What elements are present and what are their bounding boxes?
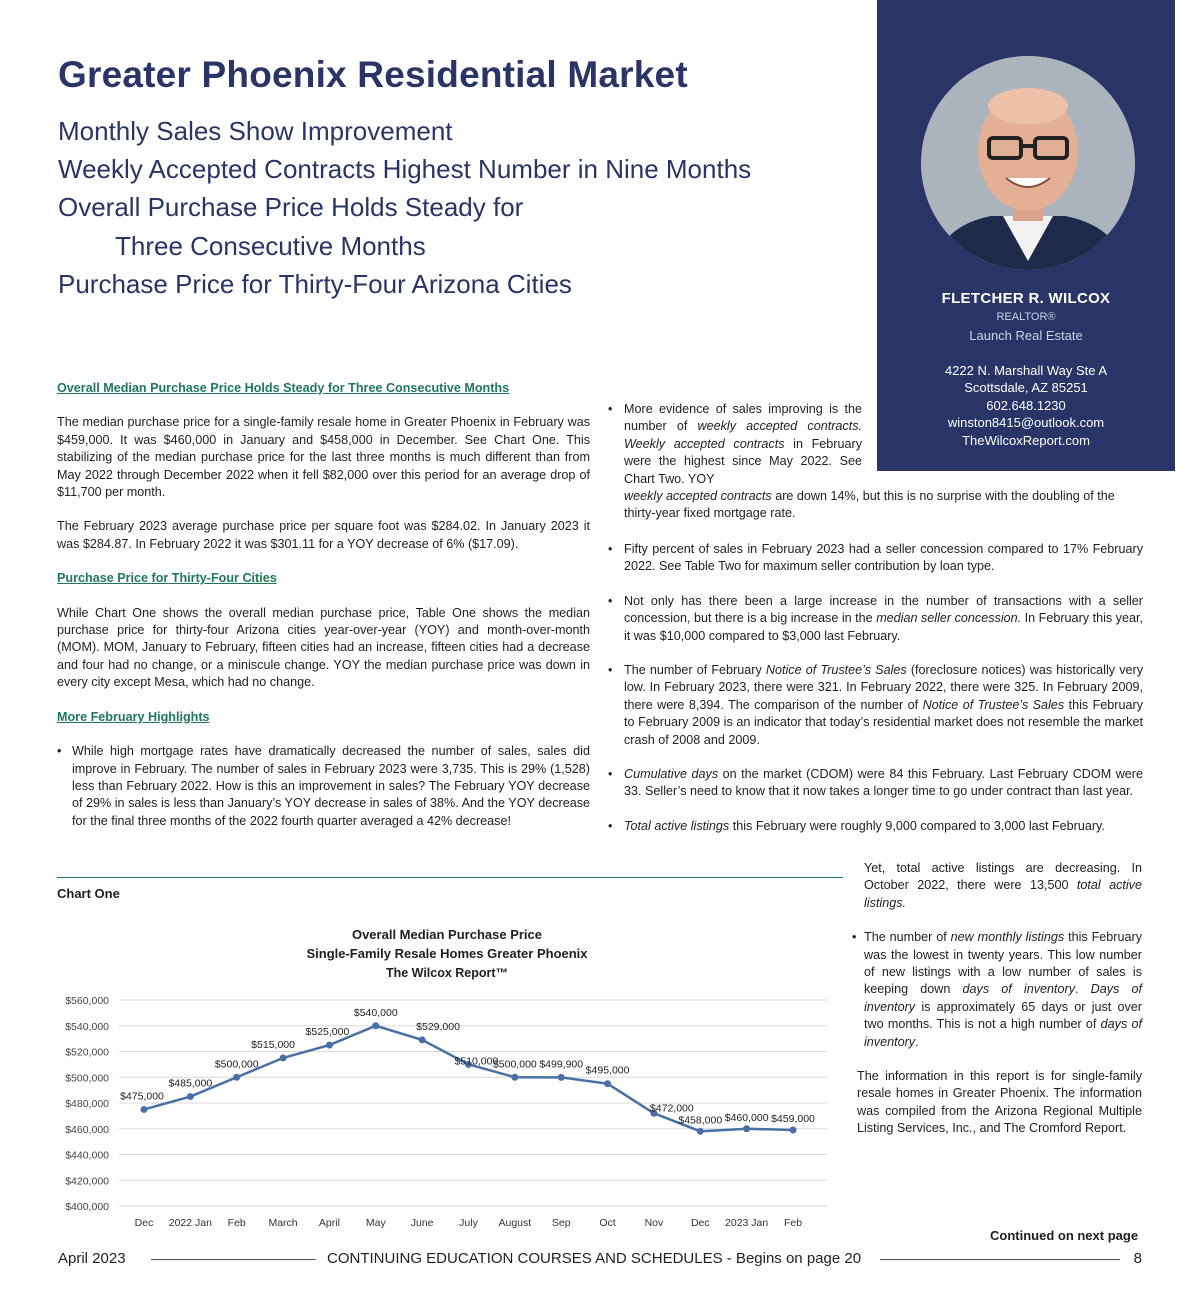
section-heading-thirty-four-cities[interactable]: Purchase Price for Thirty-Four Cities bbox=[57, 571, 277, 586]
bullet-total-active-listings: • Total active listings this February were roughly 9,000 compared to 3,000 last February. bbox=[608, 818, 1143, 835]
bullet-weekly-contracts-cont: weekly accepted contracts are down 14%, but this is no surprise with the doubling of the thirty-year fixed mortgage rate. bbox=[624, 489, 1115, 521]
data-label: $499,900 bbox=[539, 1058, 584, 1071]
data-label: $472,000 bbox=[649, 1102, 694, 1115]
agent-email-link[interactable]: winston8415@outlook.com bbox=[947, 415, 1105, 430]
x-tick-label: June bbox=[410, 1217, 434, 1229]
data-label: $510,000 bbox=[454, 1055, 499, 1068]
y-tick-label: $420,000 bbox=[65, 1175, 109, 1188]
data-point bbox=[141, 1106, 148, 1113]
bullet-median-concession: • Not only has there been a large increase in the number of transactions with a seller concession, but there is a big increase in the median seller concession. In February this year, it was $10,000 compared to $3,000 last February. bbox=[608, 593, 1143, 645]
footer-rule-left bbox=[151, 1259, 316, 1260]
page-title: Greater Phoenix Residential Market bbox=[58, 54, 688, 95]
footer-rule-right bbox=[880, 1259, 1120, 1260]
y-tick-label: $400,000 bbox=[65, 1201, 109, 1213]
subtitle-4: Three Consecutive Months bbox=[115, 231, 426, 261]
x-tick-label: Feb bbox=[783, 1217, 803, 1229]
data-label: $515,000 bbox=[251, 1038, 295, 1051]
x-tick-label: Sep bbox=[551, 1217, 571, 1229]
data-label: $458,000 bbox=[678, 1114, 723, 1127]
agent-company: Launch Real Estate bbox=[969, 328, 1083, 343]
left-column bbox=[57, 380, 590, 830]
data-point bbox=[372, 1022, 379, 1029]
y-tick-label: $500,000 bbox=[65, 1072, 109, 1085]
bullet-cumulative-days: • Cumulative days on the market (CDOM) were 84 this February. Last February CDOM were 33. Seller’s need to know that it now takes a longer time to go under contract than last year. bbox=[608, 766, 1143, 801]
x-tick-label: 2022 Jan bbox=[168, 1217, 212, 1229]
y-tick-label: $440,000 bbox=[65, 1149, 109, 1162]
y-tick-label: $560,000 bbox=[65, 995, 109, 1007]
data-label: $529,000 bbox=[416, 1020, 460, 1033]
data-label: $460,000 bbox=[724, 1111, 769, 1124]
bullet-trustee-sales: • The number of February Notice of Trustee’s Sales (foreclosure notices) was historically very low. In February 2023, there were 321. In February 2022, there were 325. In February 2009, there were 8,394. The comparison of the number of Notice of Trustee’s Sales this February to February 2009 is an indicator that today’s residential market does not resemble the market crash of 2008 and 2009. bbox=[608, 662, 1143, 749]
data-point bbox=[326, 1042, 333, 1049]
chart-subtitle: Single-Family Resale Homes Greater Phoenix bbox=[306, 946, 588, 961]
data-point bbox=[511, 1074, 518, 1081]
agent-address-line1: 4222 N. Marshall Way Ste A bbox=[944, 363, 1108, 378]
section-heading-february-highlights[interactable]: More February Highlights bbox=[57, 709, 210, 724]
median-price-line-chart bbox=[57, 988, 832, 1233]
right-bullets bbox=[608, 541, 1143, 835]
data-label: $475,000 bbox=[120, 1090, 164, 1103]
data-label: $495,000 bbox=[585, 1064, 630, 1077]
data-label: $500,000 bbox=[214, 1058, 259, 1071]
agent-name: FLETCHER R. WILCOX bbox=[941, 290, 1111, 307]
data-label: $459,000 bbox=[771, 1113, 815, 1126]
x-tick-label: Dec bbox=[134, 1217, 154, 1229]
data-point bbox=[604, 1080, 611, 1087]
far-right-column bbox=[852, 860, 1142, 1155]
page-footer bbox=[58, 1250, 1142, 1268]
agent-address-line2: Scottsdale, AZ 85251 bbox=[964, 380, 1088, 395]
data-point bbox=[280, 1054, 287, 1061]
data-point bbox=[558, 1074, 565, 1081]
data-point bbox=[187, 1093, 194, 1100]
x-tick-label: April bbox=[318, 1217, 340, 1229]
section-divider bbox=[57, 877, 843, 878]
subtitle-5: Purchase Price for Thirty-Four Arizona Cities bbox=[58, 269, 572, 299]
paragraph-data-source: The information in this report is for single-family resale homes in Greater Phoenix. The information was compiled from the Arizona Regional Multiple Listing Services, Inc., and The Cromford Report. bbox=[857, 1069, 1142, 1136]
x-tick-label: March bbox=[268, 1217, 298, 1229]
subtitle-2: Weekly Accepted Contracts Highest Number in Nine Months bbox=[58, 154, 752, 184]
agent-phone[interactable]: 602.648.1230 bbox=[986, 398, 1066, 413]
paragraph-thirty-four-cities: While Chart One shows the overall median purchase price, Table One shows the median purchase price for thirty-four Arizona cities year-over-year (YOY) and month-over-month (MOM). MOM, January to February, fifteen cities had an increase, fifteen cities had a decrease and four had no change, or a miniscule change. YOY the median purchase price was down in every city except Mesa, which had no change. bbox=[57, 605, 590, 690]
data-point bbox=[743, 1125, 750, 1132]
chart-source: The Wilcox Report™ bbox=[385, 966, 509, 980]
data-label: $500,000 bbox=[492, 1058, 537, 1071]
page-number: 8 bbox=[1133, 1250, 1142, 1267]
agent-portrait bbox=[921, 56, 1135, 270]
x-tick-label: Nov bbox=[644, 1217, 664, 1229]
data-point bbox=[419, 1036, 426, 1043]
agent-website-link[interactable]: TheWilcoxReport.com bbox=[962, 433, 1090, 448]
paragraph-median-price: The median purchase price for a single-family resale home in Greater Phoenix in February was $459,000. It was $460,000 in January and $458,000 in December. See Chart One. This stabilizing of the median purchase price for the last three months is much different than from May 2022 through December 2022 when it fell $82,000 over this period for an average drop of $11,700 per month. bbox=[57, 415, 590, 500]
y-tick-label: $520,000 bbox=[65, 1046, 109, 1059]
continued-note: Continued on next page bbox=[990, 1228, 1139, 1243]
x-tick-label: Feb bbox=[227, 1217, 246, 1229]
active-listings-continued: Yet, total active listings are decreasing. In October 2022, there were 13,500 total active listings. bbox=[864, 861, 1142, 910]
data-label: $540,000 bbox=[353, 1006, 398, 1019]
paragraph-price-per-sqft: The February 2023 average purchase price per square foot was $284.02. In January 2023 it was $284.87. In February 2022 it was $301.11 for a YOY decrease of 6% ($17.09). bbox=[57, 519, 590, 551]
data-label: $525,000 bbox=[305, 1026, 350, 1039]
y-tick-label: $460,000 bbox=[65, 1123, 109, 1136]
x-tick-label: 2023 Jan bbox=[725, 1217, 769, 1229]
data-point bbox=[790, 1127, 797, 1134]
footer-date: April 2023 bbox=[58, 1250, 126, 1267]
agent-sidebar bbox=[877, 0, 1175, 471]
x-tick-label: May bbox=[365, 1217, 386, 1229]
y-tick-label: $480,000 bbox=[65, 1098, 109, 1110]
section-heading-median-price[interactable]: Overall Median Purchase Price Holds Steady for Three Consecutive Months bbox=[57, 381, 510, 395]
subtitle-1: Monthly Sales Show Improvement bbox=[58, 116, 453, 146]
data-point bbox=[697, 1128, 704, 1135]
subtitle-3: Overall Purchase Price Holds Steady for bbox=[58, 192, 524, 222]
x-tick-label: Oct bbox=[599, 1217, 616, 1229]
data-label: $485,000 bbox=[168, 1077, 213, 1090]
chart-title: Overall Median Purchase Price bbox=[351, 927, 543, 942]
data-point bbox=[233, 1074, 240, 1081]
x-tick-label: August bbox=[498, 1217, 532, 1229]
x-tick-label: July bbox=[459, 1217, 478, 1229]
chart-label: Chart One bbox=[57, 886, 120, 901]
bullet-sales-improve: • While high mortgage rates have dramatically decreased the number of sales, sales did improve in February. The number of sales in February 2023 were 3,735. This is 29% (1,528) less than February 2022. How is this an improvement in sales? The February YOY decrease of 29% in sales is less than January’s YOY decrease in sales of 38%. And the YOY decrease for the final three months of the 2022 fourth quarter averaged a 42% decrease! bbox=[57, 743, 590, 830]
bullet-new-monthly-listings: • The number of new monthly listings this February was the lowest in twenty years. This low number of new listings with a low number of sales is keeping down days of inventory. Days of inventory is approximately 65 days or just over two months. This is not a high number of days of inventory. bbox=[852, 929, 1142, 1051]
bullet-seller-concession: • Fifty percent of sales in February 2023 had a seller concession compared to 17% February 2022. See Table Two for maximum seller contribution by loan type. bbox=[608, 541, 1143, 576]
bullet-weekly-contracts: • More evidence of sales improving is the number of weekly accepted contracts. Weekly accepted contracts in February were the highest since May 2022. See Chart Two. YOY bbox=[608, 402, 862, 486]
agent-role: REALTOR® bbox=[996, 311, 1056, 323]
footer-courses-link[interactable]: CONTINUING EDUCATION COURSES AND SCHEDULES - Begins on page 20 bbox=[327, 1250, 862, 1267]
y-tick-label: $540,000 bbox=[65, 1020, 109, 1033]
x-tick-label: Dec bbox=[690, 1217, 710, 1229]
